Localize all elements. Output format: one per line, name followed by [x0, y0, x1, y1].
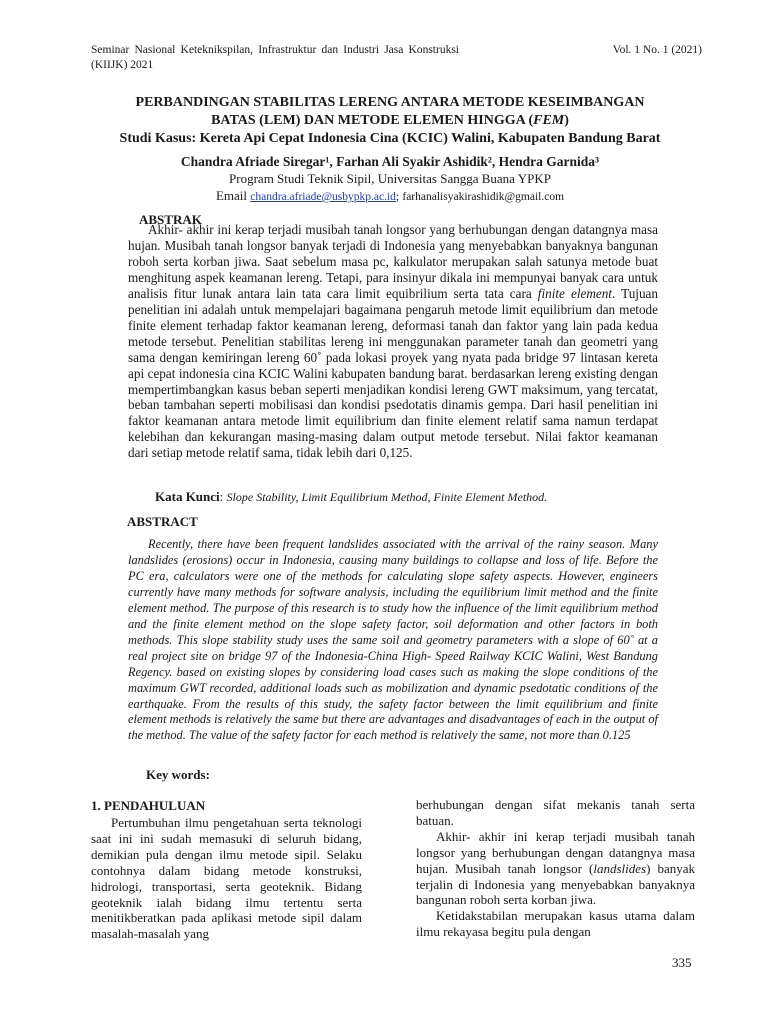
paragraph: berhubungan dengan sifat mekanis tanah serta batuan.	[416, 797, 695, 828]
paper-subtitle: Studi Kasus: Kereta Api Cepat Indonesia Cina (KCIC) Walini, Kabupaten Bandung Barat	[119, 131, 661, 146]
abstract-body: Recently, there have been frequent landslides associated with the arrival of the rainy season. Many landslides (erosions) occur in Indonesia, causing many buildings to collapse and loss of life. Before the PC era, calculators were one of the methods for calculating slope safety aspects. However, engineers currently have many methods for software analysis, including the equilibrium limit method and the finite element method. The purpose of this research is to study how the influence of the limit equilibrium method and the finite element method on the slope safety factor, soil deformation and other factors in both methods. This slope stability study uses the same soil and geometry parameters with a slope of 60˚ at a real project site on bridge 97 of the Indonesia-China High- Speed Railway KCIC Walini, West Bandung Regency. based on existing slopes by considering load cases such as making the slope conditions of the maximum GWT recorded, additional loads such as mobilization and dynamic psedotatic conditions of the earthquake. From the results of this study, the safety factor between the limit equilibrium and finite element methods is relatively the same but there are advantages and disadvantages of each in the output of the method. The value of the safety factor for each method is relatively the same, not more than 0.125	[128, 537, 658, 743]
abstract-heading: ABSTRACT	[127, 514, 198, 529]
paper-title	[60, 94, 720, 148]
author-affiliation: Program Studi Teknik Sipil, Universitas Sangga Buana YPKP	[229, 171, 551, 186]
running-header-volume: Vol. 1 No. 1 (2021)	[612, 44, 702, 56]
paragraph: Akhir- akhir ini kerap terjadi musibah tanah longsor yang berhubungan dengan datangnya masa hujan. Musibah tanah longsor (landslides) banyak terjalin di Indonesia yang menyebabkan banyaknya bangunan roboh serta korban jiwa.	[416, 828, 695, 908]
page-number: 335	[672, 955, 692, 970]
abstrak-heading: ABSTRAK	[139, 212, 202, 227]
author-emails: Email chandra.afriade@usbypkp.ac.id; farhanalisyakirashidik@gmail.com	[215, 188, 565, 203]
email-2: farhanalisyakirashidik@gmail.com	[402, 191, 565, 203]
email-label: Email	[215, 188, 248, 203]
body-column-right	[416, 797, 695, 940]
author-names: Chandra Afriade Siregar¹, Farhan Ali Syakir Ashidik², Hendra Garnida³	[180, 154, 600, 169]
section-heading: 1. PENDAHULUAN	[91, 798, 206, 813]
body-column-left	[91, 797, 362, 942]
email-link-1[interactable]: chandra.afriade@usbypkp.ac.id	[250, 191, 396, 203]
title-line-1: PERBANDINGAN STABILITAS LERENG ANTARA METODE KESEIMBANGAN	[135, 95, 645, 110]
key-words: Key words:	[146, 767, 210, 782]
paragraph: Ketidakstabilan merupakan kasus utama dalam ilmu rekayasa begitu pula dengan	[416, 908, 695, 940]
title-line-2: BATAS (LEM) DAN METODE ELEMEN HINGGA (FEM)	[211, 113, 569, 128]
running-header-journal: Seminar Nasional Keteknikspilan, Infrastruktur dan Industri Jasa Konstruksi (KIIJK) 2021	[91, 44, 459, 71]
kata-kunci: Kata Kunci: Slope Stability, Limit Equilibrium Method, Finite Element Method.	[155, 489, 548, 504]
abstrak-body: Akhir- akhir ini kerap terjadi musibah tanah longsor yang berhubungan dengan datangnya masa hujan. Musibah tanah longsor banyak terjadi di Indonesia yang menyebabkan banyaknya bangunan roboh serta korban jiwa. Saat sebelum masa pc, kalkulator merupakan salah satunya metode buat menghitung aspek keamanan lereng. Tetapi, para insinyur dikala ini mempunyai banyak cara untuk analisis fitur lunak antara lain tata cara limit equibrilium serta tata cara finite element. Tujuan penelitian ini adalah untuk mempelajari bagaimana pengaruh metode limit equilibrium dan metode finite element terhadap faktor keamanan lereng, deformasi tanah dan faktor yang lain pada kedua metode tersebut. Penelitian stabilitas lereng ini menggunakan parameter tanah dan geometri yang sama dengan kemiringan lereng 60˚ pada lokasi proyek yang nyata pada bridge 97 lintasan kereta api cepat indonesia cina KCIC Walini kabupaten bandung barat. berdasarkan lereng existing dengan mempertimbangkan kasus beban seperti menjadikan kondisi lereng GWT maksimum, yang tercatat, beban tambahan seperti mobilisasi dan kondisi psedotatis dinamis gempa. Dari hasil penelitian ini faktor keamanan antara metode limit equilibrium dan finite element relatif sama namun terdapat kelebihan dan kekurangan masing-masing dalam output metode tersebut. Nilai faktor keamanan dari setiap metode relatif sama, tidak lebih dari 0,125.	[128, 222, 658, 461]
paragraph: Pertumbuhan ilmu pengetahuan serta teknologi saat ini ini sudah memasuki di seluruh bidang, demikian pula dengan ilmu metode sipil. Selaku contohnya dalam bidang metode konstruksi, hidrologi, transportasi, serta geoteknik. Bidang geoteknik ialah bidang ilmu tertentu serta menitikberatkan pada aplikasi metode sipil dalam masalah-masalah yang	[91, 815, 362, 942]
